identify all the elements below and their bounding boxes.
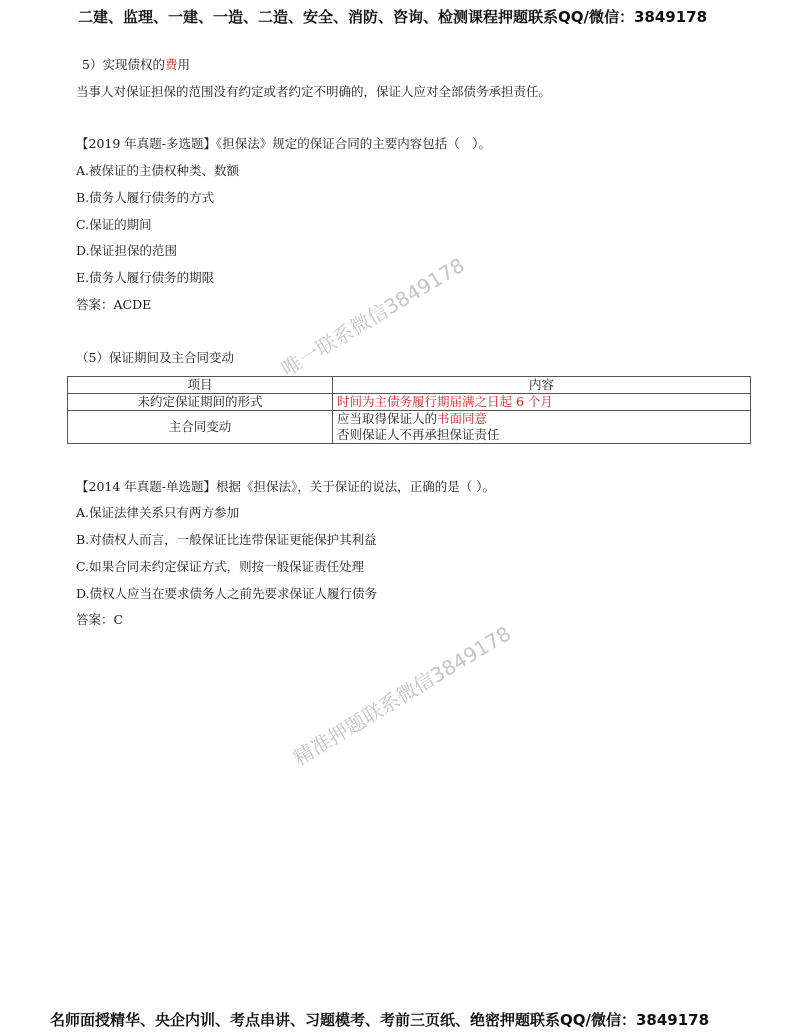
table-row: [68, 394, 751, 411]
table-cell-item: 主合同变动: [68, 411, 333, 444]
watermark-1: 唯一联系微信3849178: [277, 252, 469, 382]
question-1-option: A.被保证的主债权种类、数额: [76, 163, 240, 178]
watermark-2: 精准押题联系微信3849178: [289, 621, 515, 771]
content-line-1: [337, 411, 746, 427]
question-2-option: C.如果合同未约定保证方式，则按一般保证责任处理: [76, 559, 365, 574]
question-1-option: D.保证担保的范围: [76, 243, 178, 258]
question-1-option: B.债务人履行债务的方式: [76, 190, 215, 205]
section-heading-post: 用: [177, 57, 190, 72]
page-footer: 名师面授精华、央企内训、考点串讲、习题模考、考前三页纸、绝密押题联系QQ/微信：3849178: [50, 1011, 710, 1029]
question-2-option: A.保证法律关系只有两方参加: [76, 505, 240, 520]
table-cell-content: [333, 411, 751, 444]
content-line-1-red: 书面同意: [437, 411, 488, 426]
question-2-option: D.债权人应当在要求债务人之前先要求保证人履行债务: [76, 586, 378, 601]
table-row: [68, 411, 751, 444]
table-header-row: [68, 377, 751, 394]
question-1-option: C.保证的期间: [76, 217, 152, 232]
question-1-option: E.债务人履行债务的期限: [76, 270, 215, 285]
section-heading-pre: 5）实现债权的: [82, 57, 165, 72]
table-header-content: 内容: [333, 377, 751, 394]
section-heading: [82, 57, 190, 73]
question-2-option: B.对债权人而言，一般保证比连带保证更能保护其利益: [76, 532, 377, 547]
section-body: 当事人对保证担保的范围没有约定或者约定不明确的，保证人应对全部债务承担责任。: [76, 84, 552, 99]
table-header-item: 项目: [68, 377, 333, 394]
page-header: 二建、监理、一建、一造、二造、安全、消防、咨询、检测课程押题联系QQ/微信：3849178: [78, 8, 708, 26]
question-1-answer: 答案：ACDE: [76, 297, 152, 312]
question-1-stem: 【2019 年真题-多选题】《担保法》规定的保证合同的主要内容包括（ ）。: [76, 136, 492, 151]
content-line-1-pre: 应当取得保证人的: [337, 411, 438, 426]
content-line-2: 否则保证人不再承担保证责任: [337, 427, 500, 442]
table-title: （5）保证期间及主合同变动: [76, 350, 234, 365]
table-cell-item: 未约定保证期间的形式: [68, 394, 333, 411]
question-2-answer: 答案：C: [76, 612, 124, 627]
table-cell-content: 时间为主债务履行期届满之日起 6 个月: [333, 394, 751, 411]
question-2-stem: 【2014 年真题-单选题】根据《担保法》，关于保证的说法，正确的是（ ）。: [76, 479, 495, 494]
guarantee-period-table: [67, 376, 751, 444]
section-heading-red: 费: [164, 57, 178, 72]
